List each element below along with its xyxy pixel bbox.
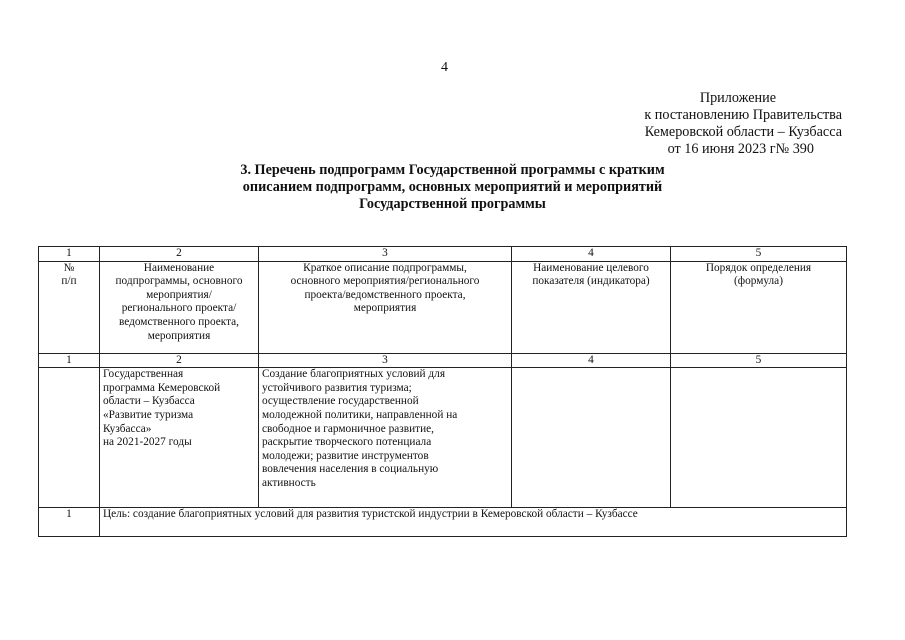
column-number-row: [39, 247, 847, 262]
col-number: 2: [100, 247, 259, 262]
header-number: № п/п: [39, 261, 100, 353]
col-number: 1: [39, 247, 100, 262]
col-number: 5: [671, 247, 847, 262]
program-name: Государственная программа Кемеровской области – Кузбасса «Развитие туризма Кузбасса» на 2021-2027 годы: [100, 368, 259, 508]
appendix-block: [600, 90, 842, 158]
program-description: Создание благоприятных условий для устойчивого развития туризма; осуществление государственной молодежной политики, направленной на свободное и гармоничное развитие, раскрытие творческого потенциала молодежи; развитие инструментов вовлечения населения в социальную активность: [259, 368, 512, 508]
program-indicator: [512, 368, 671, 508]
col-number: 2: [100, 353, 259, 368]
program-number: [39, 368, 100, 508]
col-number: 3: [259, 353, 512, 368]
goal-text: Цель: создание благоприятных условий для развития туристской индустрии в Кемеровской области – Кузбассе: [100, 508, 847, 537]
col-number: 4: [512, 353, 671, 368]
goal-row: [39, 508, 847, 537]
title-line-3: Государственной программы: [359, 196, 546, 212]
title-line-1: 3. Перечень подпрограмм Государственной программы с кратким: [240, 162, 665, 178]
goal-number: 1: [39, 508, 100, 537]
appendix-line-4: от 16 июня 2023 г№ 390: [667, 141, 814, 157]
appendix-line-3: Кемеровской области – Кузбасса: [644, 124, 842, 140]
col-number: 1: [39, 353, 100, 368]
appendix-line-1: Приложение: [699, 90, 776, 106]
subprograms-table: [38, 246, 847, 537]
col-number: 3: [259, 247, 512, 262]
header-row: [39, 261, 847, 353]
appendix-line-2: к постановлению Правительства: [644, 107, 842, 123]
header-description: Краткое описание подпрограммы, основного мероприятия/регионального проекта/ведомственного проекта, мероприятия: [259, 261, 512, 353]
header-name: Наименование подпрограммы, основного мероприятия/ регионального проекта/ ведомственного проекта, мероприятия: [100, 261, 259, 353]
col-number: 5: [671, 353, 847, 368]
title-line-2: описанием подпрограмм, основных мероприятий и мероприятий: [242, 179, 663, 195]
program-row: [39, 368, 847, 508]
header-formula: Порядок определения (формула): [671, 261, 847, 353]
program-formula: [671, 368, 847, 508]
document-title: [180, 162, 725, 213]
page-number: 4: [441, 60, 448, 75]
col-number: 4: [512, 247, 671, 262]
repeat-number-row: [39, 353, 847, 368]
header-indicator: Наименование целевого показателя (индикатора): [512, 261, 671, 353]
